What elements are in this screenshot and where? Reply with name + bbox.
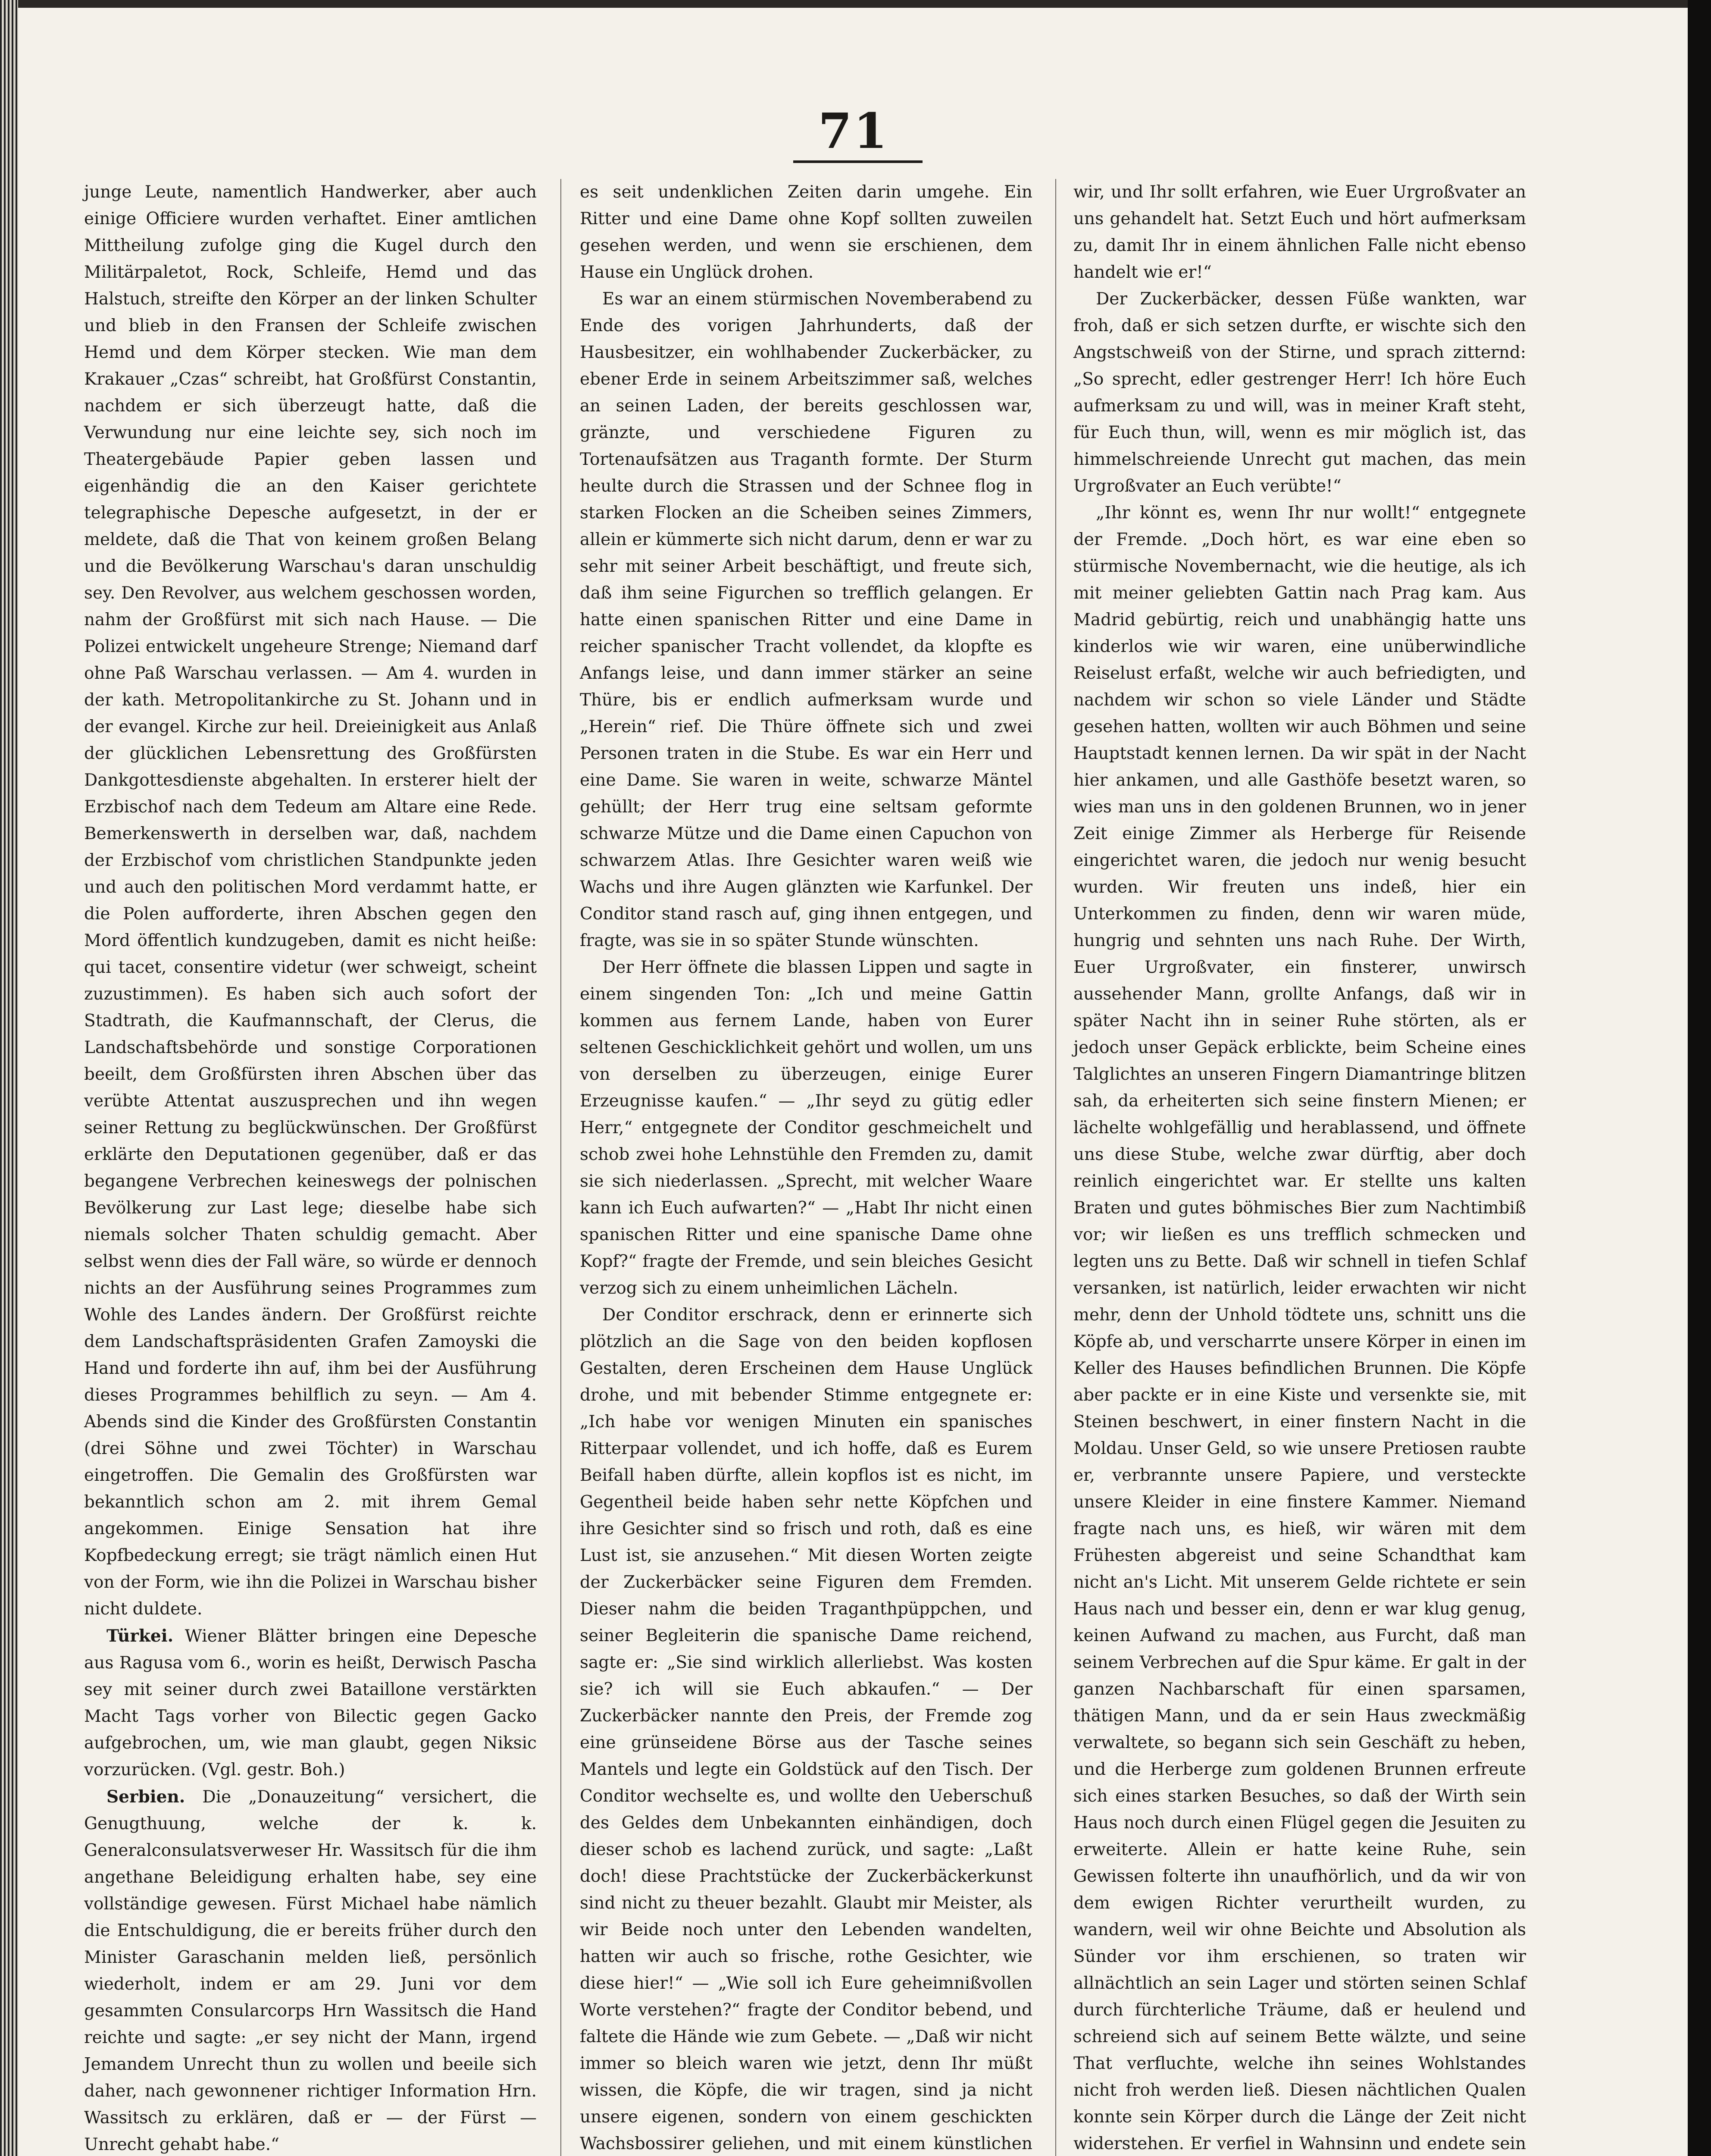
news-paragraph-serbien	[84, 1783, 537, 2156]
section-head-serbien: Serbien.	[106, 1787, 185, 1807]
page-number-rule	[793, 160, 923, 163]
scan-edge-left	[0, 0, 18, 2156]
column-divider	[1055, 179, 1056, 2156]
column-3	[1073, 179, 1526, 2156]
column-2	[580, 179, 1032, 2156]
story-paragraph: wir, und Ihr sollt erfahren, wie Euer Urgroßvater an uns gehandelt hat. Setzt Euch und hört aufmerksam zu, damit Ihr in einem ähnlichen Falle nicht ebenso handelt wie er!“	[1073, 182, 1526, 282]
story-paragraph: es seit undenklichen Zeiten darin umgehe. Ein Ritter und eine Dame ohne Kopf sollten zuweilen gesehen werden, und wenn sie erschienen, dem Hause ein Unglück drohen.	[580, 182, 1032, 282]
page-number: 71	[818, 103, 889, 160]
story-paragraph: Es war an einem stürmischen Novemberabend zu Ende des vorigen Jahrhunderts, daß der Hausbesitzer, ein wohlhabender Zuckerbäcker, zu ebener Erde in seinem Arbeitszimmer saß, welches an seinen Laden, der bereits geschlossen war, gränzte, und verschiedene Figuren zu Tortenaufsätzen aus Traganth formte. Der Sturm heulte durch die Strassen und der Schnee flog in starken Flocken an die Scheiben seines Zimmers, allein er kümmerte sich nicht darum, denn er war zu sehr mit seiner Arbeit beschäftigt, und freute sich, daß ihm seine Figurchen so trefflich gelangen. Er hatte einen spanischen Ritter und eine Dame in reicher spanischer Tracht vollendet, da klopfte es Anfangs leise, und dann immer stärker an seine Thüre, bis er endlich aufmerksam wurde und „Herein“ rief. Die Thüre öffnete sich und zwei Personen traten in die Stube. Es war ein Herr und eine Dame. Sie waren in weite, schwarze Mäntel gehüllt; der Herr trug eine seltsam geformte schwarze Mütze und die Dame einen Capuchon von schwarzem Atlas. Ihre Gesichter waren weiß wie Wachs und ihre Augen glänzten wie Karfunkel. Der Conditor stand rasch auf, ging ihnen entgegen, und fragte, was sie in so später Stunde wünschten.	[580, 289, 1032, 950]
story-paragraph: „Ihr könnt es, wenn Ihr nur wollt!“ entgegnete der Fremde. „Doch hört, es war eine eben so stürmische Novembernacht, wie die heutige, als ich mit meiner geliebten Gattin nach Prag kam. Aus Madrid gebürtig, reich und unabhängig hatte uns kinderlos wie wir waren, eine unüberwindliche Reiselust erfaßt, welche wir auch befriedigten, und nachdem wir schon so viele Länder und Städte gesehen hatten, wollten wir auch Böhmen und seine Hauptstadt kennen lernen. Da wir spät in der Nacht hier ankamen, und alle Gasthöfe besetzt waren, so wies man uns in den goldenen Brunnen, wo in jener Zeit einige Zimmer als Herberge für Reisende eingerichtet waren, die jedoch nur wenig besucht wurden. Wir freuten uns indeß, hier ein Unterkommen zu finden, denn wir waren müde, hungrig und sehnten uns nach Ruhe. Der Wirth, Euer Urgroßvater, ein finsterer, unwirsch aussehender Mann, grollte Anfangs, daß wir in später Nacht ihn in seiner Ruhe störten, als er jedoch unser Gepäck erblickte, beim Scheine eines Talglichtes an unseren Fingern Diamantringe blitzen sah, da erheiterten sich seine finstern Mienen; er lächelte wohlgefällig und herablassend, und öffnete uns diese Stube, welche zwar dürftig, aber doch reinlich eingerichtet war. Er stellte uns kalten Braten und gutes böhmisches Bier zum Nachtimbiß vor; wir ließen es uns trefflich schmecken und legten uns zu Bette. Daß wir schnell in tiefen Schlaf versanken, ist natürlich, leider erwachten wir nicht mehr, denn der Unhold tödtete uns, schnitt uns die Köpfe ab, und verscharrte unsere Körper in einen im Keller des Hauses befindlichen Brunnen. Die Köpfe aber packte er in eine Kiste und versenkte sie, mit Steinen beschwert, in einer finstern Nacht in die Moldau. Unser Geld, so wie unsere Pretiosen raubte er, verbrannte unsere Papiere, und versteckte unsere Kleider in eine finstere Kammer. Niemand fragte nach uns, es hieß, wir wären mit dem Frühesten abgereist und seine Schandthat kam nicht an's Licht. Mit unserem Gelde richtete er sein Haus nach und besser ein, denn er war klug genug, keinen Aufwand zu machen, aus Furcht, daß man seinem Verbrechen auf die Spur käme. Er galt in der ganzen Nachbarschaft für einen sparsamen, thätigen Mann, und da er sein Haus zweckmäßig verwaltete, so begann sich sein Geschäft zu heben, und die Herberge zum goldenen Brunnen erfreute sich eines starken Besuches, so daß der Wirth sein Haus noch durch einen Flügel gegen die Jesuiten zu erweiterte. Allein er hatte keine Ruhe, sein Gewissen folterte ihn unaufhörlich, und da wir von dem ewigen Richter verurtheilt wurden, zu wandern, weil wir ohne Beichte und Absolution als Sünder vor ihm erschienen, so traten wir allnächtlich an sein Lager und störten seinen Schlaf durch fürchterliche Träume, daß er heulend und schreiend sich auf seinem Bette wälzte, und seine That verfluchte, welche ihn seines Wohlstandes nicht froh werden ließ. Diesen nächtlichen Qualen konnte sein Körper durch die Länge der Zeit nicht widerstehen. Er verfiel in Wahnsinn und endete sein	[1073, 503, 1526, 2153]
section-head-turkei: Türkei.	[106, 1626, 174, 1646]
story-paragraph: Der Zuckerbäcker, dessen Füße wankten, war froh, daß er sich setzen durfte, er wischte sich den Angstschweiß von der Stirne, und sprach zitternd: „So sprecht, edler gestrenger Herr! Ich höre Euch aufmerksam zu und will, was in meiner Kraft steht, für Euch thun, will, wenn es mir möglich ist, das himmelschreiende Unrecht gut machen, das mein Urgroßvater an Euch verübte!“	[1073, 289, 1526, 496]
scan-edge-top	[0, 0, 1711, 8]
news-paragraph-poland: junge Leute, namentlich Handwerker, aber auch einige Officiere wurden verhaftet. Einer amtlichen Mittheilung zufolge ging die Kugel durch den Militärpaletot, Rock, Schleife, Hemd und das Halstuch, streifte den Körper an der linken Schulter und blieb in den Fransen der Schleife zwischen Hemd und dem Körper stecken. Wie man dem Krakauer „Czas“ schreibt, hat Großfürst Constantin, nachdem er sich überzeugt hatte, daß die Verwundung nur eine leichte sey, sich noch im Theatergebäude Papier geben lassen und eigenhändig die an den Kaiser gerichtete telegraphische Depesche aufgesetzt, in der er meldete, daß die That von keinem großen Belang und die Bevölkerung Warschau's daran unschuldig sey. Den Revolver, aus welchem geschossen worden, nahm der Großfürst mit sich nach Hause. — Die Polizei entwickelt ungeheure Strenge; Niemand darf ohne Paß Warschau verlassen. — Am 4. wurden in der kath. Metropolitankirche zu St. Johann und in der evangel. Kirche zur heil. Dreieinigkeit aus Anlaß der glücklichen Lebensrettung des Großfürsten Dankgottesdienste abgehalten. In ersterer hielt der Erzbischof nach dem Tedeum am Altare eine Rede. Bemerkenswerth in derselben war, daß, nachdem der Erzbischof vom christlichen Standpunkte jeden und auch den politischen Mord verdammt hatte, er die Polen aufforderte, ihren Abschen gegen den Mord öffentlich kundzugeben, damit es nicht heiße: qui tacet, consentire videtur (wer schweigt, scheint zuzustimmen). Es haben sich auch sofort der Stadtrath, die Kaufmannschaft, der Clerus, die Landschaftsbehörde und sonstige Corporationen beeilt, dem Großfürsten ihren Abschen über das verübte Attentat auszusprechen und ihn wegen seiner Rettung zu beglückwünschen. Der Großfürst erklärte den Deputationen gegenüber, daß er das begangene Verbrechen keineswegs der polnischen Bevölkerung zur Last lege; dieselbe habe sich niemals solcher Thaten schuldig gemacht. Aber selbst wenn dies der Fall wäre, so würde er dennoch nichts an der Ausführung seines Programmes zum Wohle des Landes ändern. Der Großfürst reichte dem Landschaftspräsidenten Grafen Zamoyski die Hand und forderte ihn auf, ihm bei der Ausführung dieses Programmes behilflich zu seyn. — Am 4. Abends sind die Kinder des Großfürsten Constantin (drei Söhne und zwei Töchter) in Warschau eingetroffen. Die Gemalin des Großfürsten war bekanntlich schon am 2. mit ihrem Gemal angekommen. Einige Sensation hat ihre Kopfbedeckung erregt; sie trägt nämlich einen Hut von der Form, wie ihn die Polizei in Warschau bisher nicht duldete.	[84, 182, 537, 1619]
story-paragraph: Der Conditor erschrack, denn er erinnerte sich plötzlich an die Sage von den beiden kopflosen Gestalten, deren Erscheinen dem Hause Unglück drohe, und mit bebender Stimme entgegnete er: „Ich habe vor wenigen Minuten ein spanisches Ritterpaar vollendet, und ich hoffe, daß es Eurem Beifall haben dürfte, allein kopflos ist es nicht, im Gegentheil beide haben sehr nette Köpfchen und ihre Gesichter sind so frisch und roth, daß es eine Lust ist, sie anzusehen.“ Mit diesen Worten zeigte der Zuckerbäcker seine Figuren dem Fremden. Dieser nahm die beiden Traganthpüppchen, und seiner Begleiterin die spanische Dame reichend, sagte er: „Sie sind wirklich allerliebst. Was kosten sie? ich will sie Euch abkaufen.“ — Der Zuckerbäcker nannte den Preis, der Fremde zog eine grünseidene Börse aus der Tasche seines Mantels und legte ein Goldstück auf den Tisch. Der Conditor wechselte es, und wollte den Ueberschuß des Geldes dem Unbekannten einhändigen, doch dieser schob es lachend zurück, und sagte: „Laßt doch! diese Prachtstücke der Zuckerbäckerkunst sind nicht zu theuer bezahlt. Glaubt mir Meister, als wir Beide noch unter den Lebenden wandelten, hatten wir auch so frische, rothe Gesichter, wie diese hier!“ — „Wie soll ich Eure geheimnißvollen Worte verstehen?“ fragte der Conditor bebend, und faltete die Hände wie zum Gebete. — „Daß wir nicht immer so bleich waren wie jetzt, denn Ihr müßt wissen, die Köpfe, die wir tragen, sind ja nicht unsere eigenen, sondern von einem geschickten Wachsbossirer geliehen, und mit einem künstlichen	[580, 1305, 1032, 2153]
column-divider	[560, 179, 561, 2156]
section-text-turkei: Wiener Blätter bringen eine Depesche aus Ragusa vom 6., worin es heißt, Derwisch Pascha sey mit seiner durch zwei Bataillone verstärkten Macht Tags vorher von Bilectic gegen Gacko aufgebrochen, um, wie man glaubt, gegen Niksic vorzurücken. (Vgl. gestr. Boh.)	[84, 1626, 537, 1780]
scan-edge-right	[1688, 0, 1711, 2156]
story-paragraph: Der Herr öffnete die blassen Lippen und sagte in einem singenden Ton: „Ich und meine Gattin kommen aus fernem Lande, haben von Eurer seltenen Geschicklichkeit gehört und wollen, um uns von derselben zu überzeugen, einige Eurer Erzeugnisse kaufen.“ — „Ihr seyd zu gütig edler Herr,“ entgegnete der Conditor geschmeichelt und schob zwei hohe Lehnstühle den Fremden zu, damit sie sich niederlassen. „Sprecht, mit welcher Waare kann ich Euch aufwarten?“ — „Habt Ihr nicht einen spanischen Ritter und eine spanische Dame ohne Kopf?“ fragte der Fremde, und sein bleiches Gesicht verzog sich zu einem unheimlichen Lächeln.	[580, 958, 1032, 1298]
column-1	[84, 179, 537, 2156]
news-paragraph-turkei	[84, 1623, 537, 1783]
section-text-serbien: Die „Donauzeitung“ versichert, die Genugthuung, welche der k. k. Generalconsulatsverweser Hr. Wassitsch für die ihm angethane Beleidigung erhalten habe, sey eine vollständige gewesen. Fürst Michael habe nämlich die Entschuldigung, die er bereits früher durch den Minister Garaschanin melden ließ, persönlich wiederholt, indem er am 29. Juni vor dem gesammten Consularcorps Hrn Wassitsch die Hand reichte und sagte: „er sey nicht der Mann, irgend Jemandem Unrecht thun zu wollen und beeile sich daher, nach gewonnener richtiger Information Hrn. Wassitsch zu erklären, daß er — der Fürst — Unrecht gehabt habe.“	[84, 1787, 537, 2154]
